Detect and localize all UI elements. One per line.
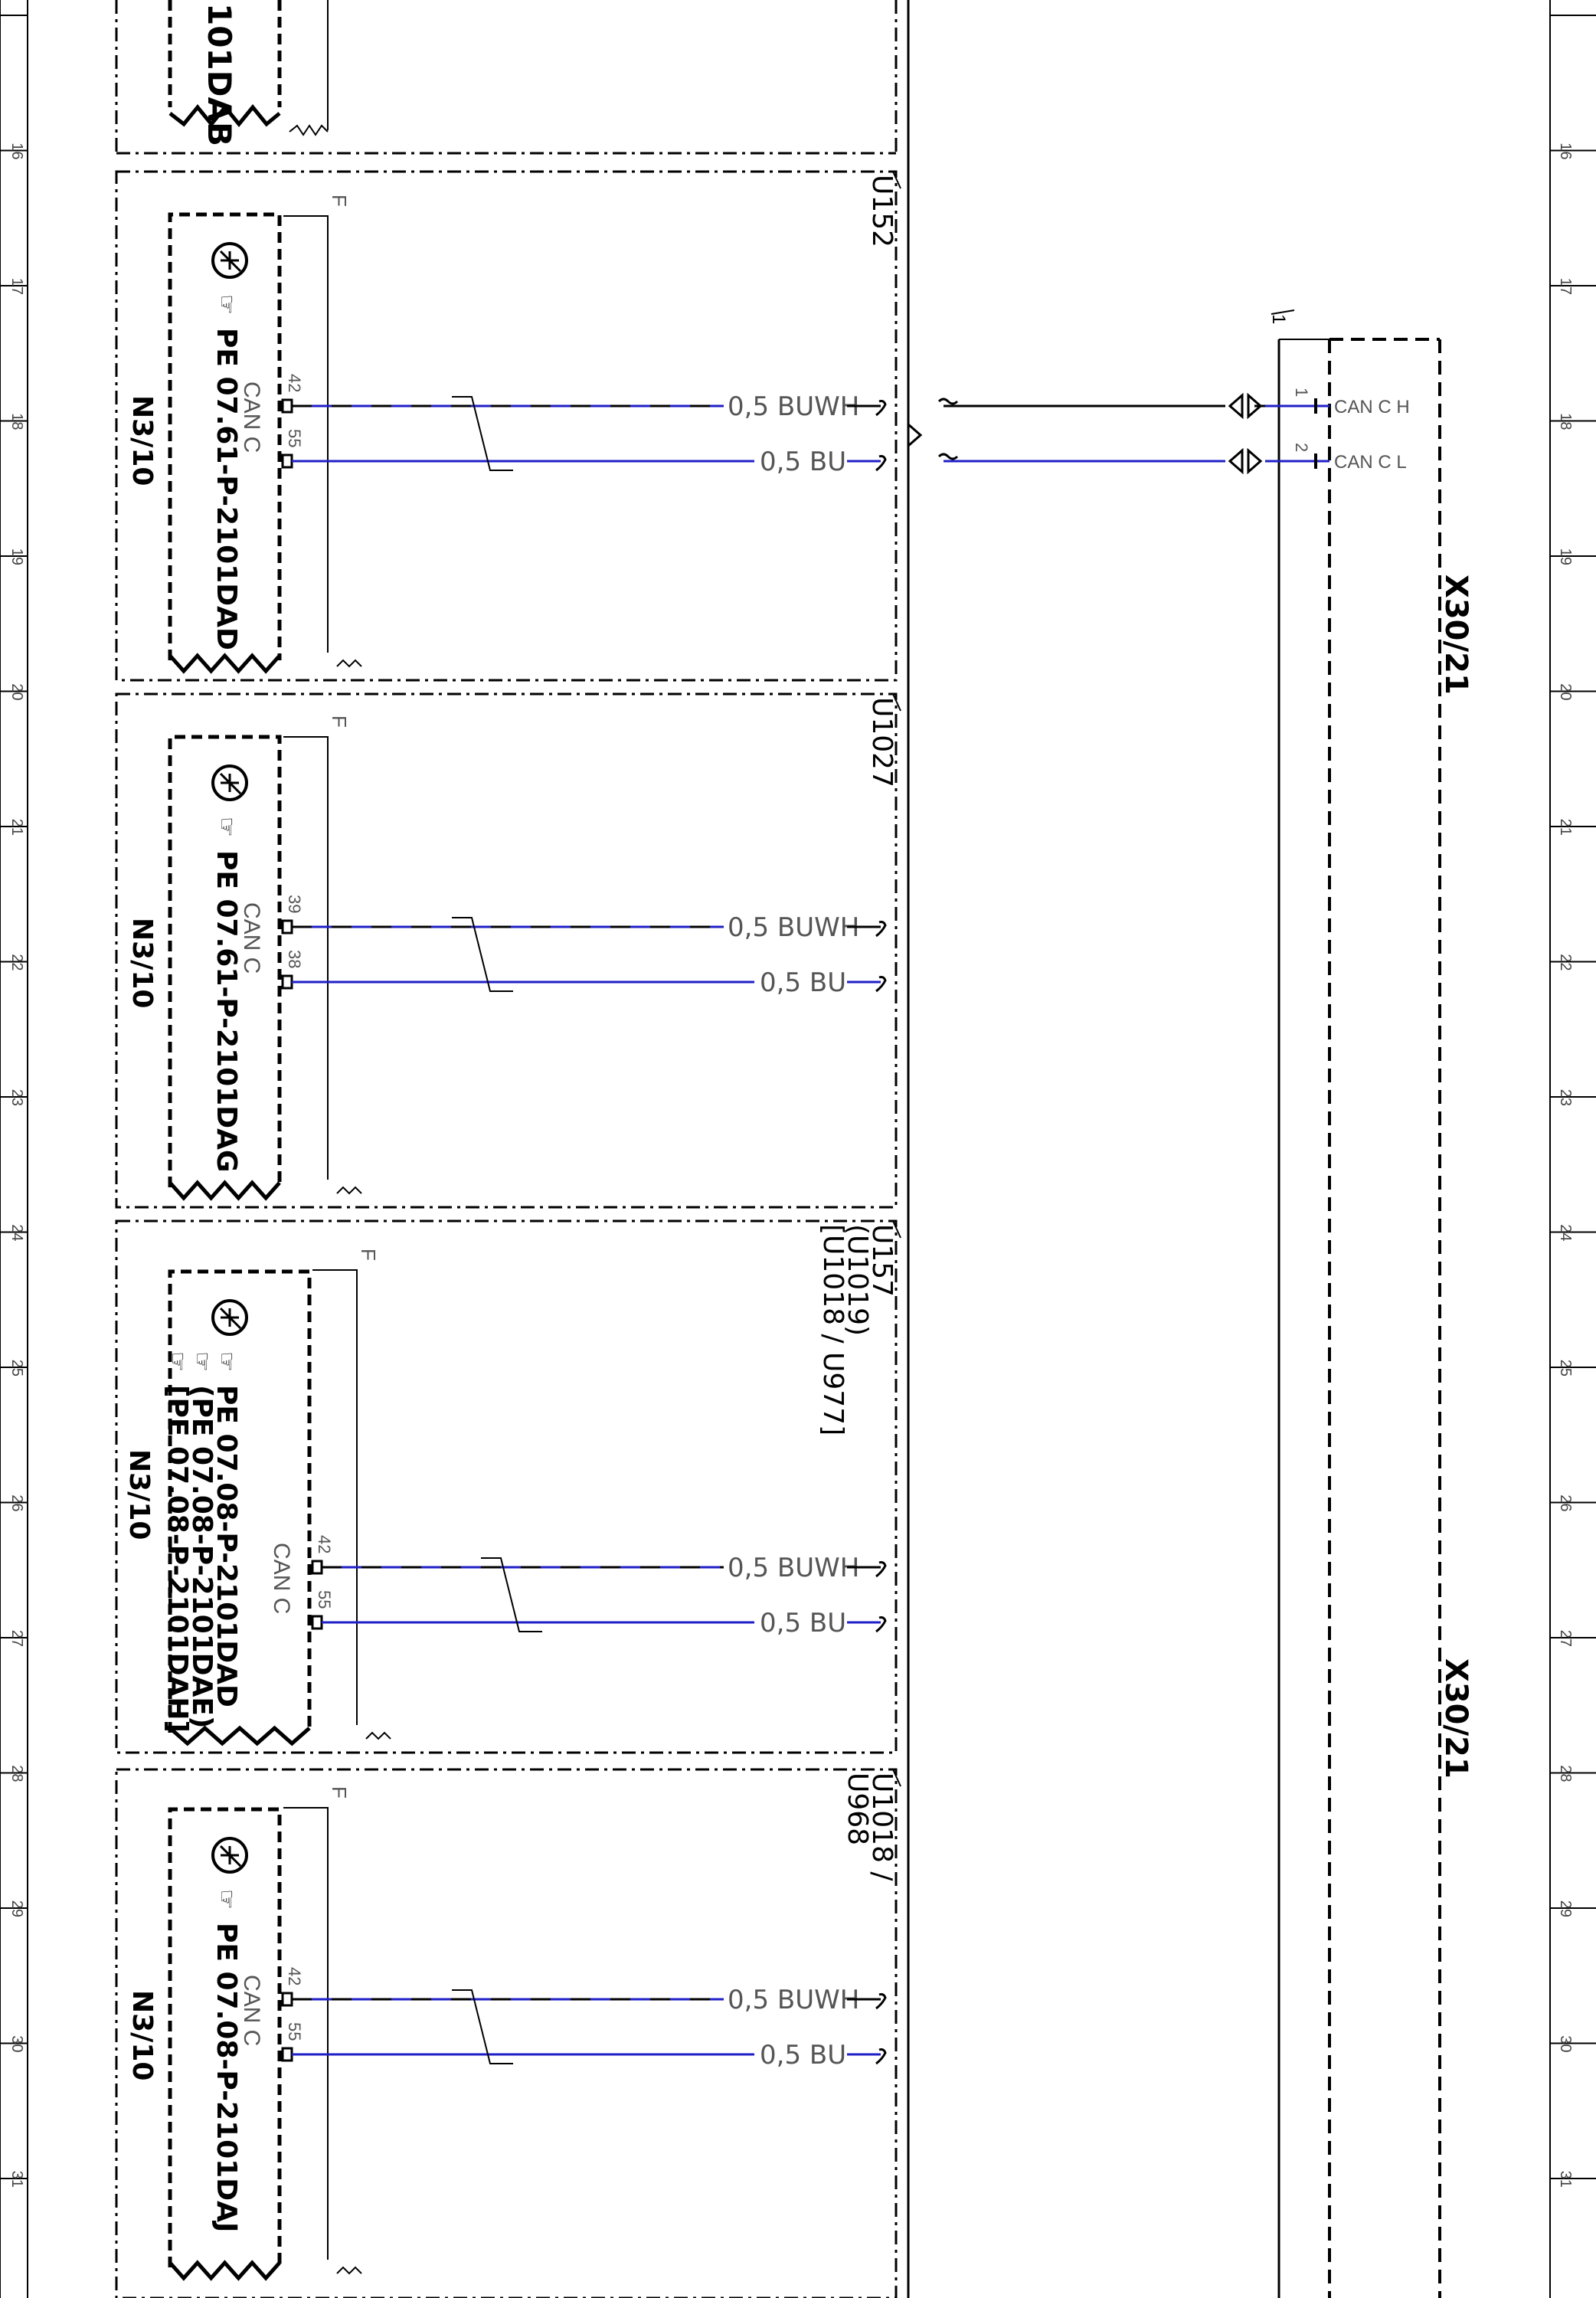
function-letter: F	[357, 1249, 380, 1261]
transistor-icon-glyph	[221, 774, 240, 794]
ruler-number-right: 30	[1557, 2035, 1574, 2053]
function-bracket	[312, 1270, 357, 1725]
ruler-number-right: 27	[1557, 1629, 1574, 1647]
connector-pin-label-l: CAN C L	[1334, 452, 1407, 473]
twisted-pair-marker	[452, 918, 513, 991]
pin-number: 42	[285, 374, 304, 393]
twisted-pair-marker	[452, 397, 513, 470]
module-reference: U152	[866, 175, 898, 248]
ruler-number-right: 28	[1557, 1765, 1574, 1782]
function-letter: F	[328, 1786, 351, 1799]
pin-number: 55	[285, 2022, 304, 2041]
wire-break-mark	[876, 922, 885, 937]
ruler-number-right: 25	[1557, 1359, 1574, 1377]
module-block	[116, 1769, 901, 2298]
ruler-number-left: 16	[8, 142, 25, 160]
function-bracket-break	[337, 2267, 361, 2273]
function-bracket-break	[366, 1733, 391, 1739]
connector-pin-number-2: 2	[1292, 443, 1311, 453]
ruler-number-right: 26	[1557, 1494, 1574, 1512]
connector-pin-label-h: CAN C H	[1334, 397, 1410, 417]
connector-label-2: X30/21	[1438, 1658, 1473, 1779]
ruler-number-left: 17	[8, 277, 25, 295]
top-module-code: 101DAB	[201, 3, 238, 147]
pin-terminal	[283, 455, 292, 467]
pin-number: 42	[315, 1535, 334, 1554]
module-reference: (U1019)	[842, 1224, 873, 1337]
component-box-break	[170, 2263, 280, 2278]
connector-pin-number-1: 1	[1292, 388, 1311, 398]
pin-terminal	[283, 921, 292, 933]
ruler-number-left: 22	[8, 954, 25, 971]
wire-label: 0,5 BUWH	[728, 1553, 860, 1583]
component-name: N3/10	[126, 918, 158, 1009]
module-reference: U1018 /	[866, 1773, 898, 1881]
ruler-number-left: 23	[8, 1088, 25, 1106]
twisted-pair-marker	[481, 1558, 542, 1632]
module-reference: [U1018 / U977]	[817, 1224, 849, 1436]
ruler-number-right: 29	[1557, 1900, 1574, 1917]
wire-break-mark	[876, 977, 885, 992]
ruler-number-left: 28	[8, 1765, 25, 1782]
function-bracket-break	[337, 1187, 361, 1193]
transistor-icon-glyph	[221, 1308, 240, 1328]
bus-label: CAN C	[239, 1975, 264, 2047]
ruler-number-right: 24	[1557, 1224, 1574, 1242]
ruler-number-left: 20	[8, 683, 25, 701]
document-reference: PE 07.08-P-2101DAD	[211, 1385, 242, 1707]
connector-bus-number: 1	[1268, 314, 1289, 325]
pin-number: 55	[315, 1590, 334, 1609]
module-block	[116, 172, 901, 680]
wire-label: 0,5 BU	[760, 2040, 847, 2070]
modules-layer	[116, 172, 901, 2298]
wire-break-mark	[876, 401, 885, 416]
section-separator	[908, 0, 1279, 2298]
component-box-break	[170, 656, 280, 671]
module-reference: U157	[866, 1224, 898, 1298]
transistor-icon-glyph	[221, 251, 240, 271]
wire-label: 0,5 BUWH	[728, 1985, 860, 2015]
module-reference: U968	[842, 1773, 873, 1846]
ruler-number-right: 21	[1557, 818, 1574, 836]
ruler-number-right: 17	[1557, 277, 1574, 295]
pin-terminal	[312, 1616, 322, 1629]
wire-break-mark	[876, 1995, 885, 2009]
wire-label: 0,5 BUWH	[728, 912, 860, 943]
bus-label: CAN C	[269, 1543, 294, 1615]
ruler-number-right: 18	[1557, 413, 1574, 430]
pin-number: 55	[285, 429, 304, 448]
function-letter: F	[328, 715, 351, 728]
ruler-number-right: 22	[1557, 954, 1574, 971]
connector-label-1: X30/21	[1438, 574, 1473, 695]
ruler-number-left: 21	[8, 818, 25, 836]
document-reference: PE 07.61-P-2101DAG	[211, 850, 242, 1173]
ruler-number-left: 19	[8, 548, 25, 565]
pointing-hand-icon: ☞	[213, 1351, 240, 1372]
pin-terminal	[283, 2048, 292, 2061]
pin-number: 38	[285, 950, 304, 969]
ruler-number-left: 31	[8, 2170, 25, 2188]
component-box-break	[170, 1183, 280, 1198]
pointing-hand-icon: ☞	[213, 294, 240, 315]
pin-terminal	[283, 400, 292, 412]
document-reference: (PE 07.08-P-2101DAE)	[186, 1385, 217, 1729]
pin-terminal	[312, 1561, 322, 1573]
break-mark	[908, 424, 921, 446]
component-name: N3/10	[126, 395, 158, 486]
module-reference: U1027	[866, 697, 898, 787]
pointing-hand-icon: ☞	[164, 1351, 191, 1372]
ruler-number-left: 30	[8, 2035, 25, 2053]
ruler-number-right: 16	[1557, 142, 1574, 160]
component-name: N3/10	[126, 1990, 158, 2081]
pin-terminal	[283, 1993, 292, 2005]
twisted-pair-marker	[452, 1990, 513, 2064]
ruler-number-right: 19	[1557, 548, 1574, 565]
ruler-number-right: 23	[1557, 1088, 1574, 1106]
ruler-number-left: 24	[8, 1224, 25, 1242]
transistor-icon-glyph	[221, 1846, 240, 1866]
connector-pin-l	[939, 450, 1329, 472]
wire-label: 0,5 BU	[760, 967, 847, 998]
pointing-hand-icon: ☞	[188, 1351, 215, 1372]
document-reference: PE 07.61-P-2101DAD	[211, 328, 242, 650]
function-letter: F	[328, 195, 351, 207]
pin-terminal	[283, 976, 292, 988]
document-reference: [PE 07.08-P-2101DAH]	[162, 1385, 193, 1733]
pointing-hand-icon: ☞	[213, 817, 240, 837]
wire-label: 0,5 BUWH	[728, 391, 860, 422]
connector-x30-21	[1271, 310, 1440, 2298]
wire-break-mark	[876, 457, 885, 471]
bus-label: CAN C	[239, 902, 264, 974]
module-block	[116, 694, 901, 1207]
bus-label: CAN C	[239, 381, 264, 453]
ruler-number-left: 18	[8, 413, 25, 430]
ruler-number-right: 20	[1557, 683, 1574, 701]
pointing-hand-icon: ☞	[213, 1889, 240, 1910]
left-ruler	[0, 0, 28, 2298]
pin-number: 39	[285, 895, 304, 914]
module-block	[116, 1221, 901, 1753]
ruler-number-left: 29	[8, 1900, 25, 1917]
wire-label: 0,5 BU	[760, 1608, 847, 1638]
wire-break-mark	[876, 1563, 885, 1577]
document-reference: PE 07.08-P-2101DAJ	[211, 1923, 242, 2233]
function-bracket-break	[337, 660, 361, 666]
wire-break-mark	[876, 1618, 885, 1632]
component-name: N3/10	[123, 1449, 155, 1540]
ruler-number-left: 27	[8, 1629, 25, 1647]
wire-label: 0,5 BU	[760, 447, 847, 477]
ruler-number-left: 25	[8, 1359, 25, 1377]
connector-pin-h	[939, 395, 1329, 417]
ruler-number-left: 26	[8, 1494, 25, 1512]
wire-break-mark	[876, 2050, 885, 2064]
ruler-number-right: 31	[1557, 2170, 1574, 2188]
pin-number: 42	[285, 1967, 304, 1986]
